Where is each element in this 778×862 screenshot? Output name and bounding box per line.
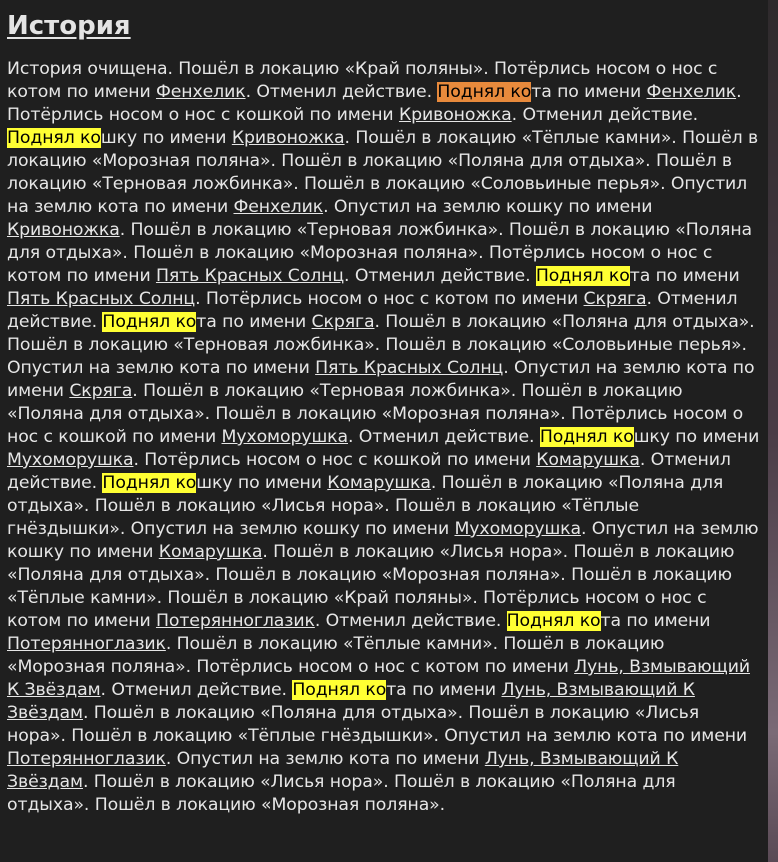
log-text: . Отменил действие. bbox=[314, 611, 507, 631]
background-edge bbox=[768, 0, 778, 862]
log-text: . Пошёл в локацию «Поляна для отдыха». Пошёл в локацию «Лисья нора». Пошёл в локацию «Тёплые гнёздышки». Опустил на землю кошку по имени bbox=[7, 473, 724, 539]
cat-name-link[interactable]: Лунь, Взмывающий К Звёздам bbox=[7, 657, 750, 700]
log-text: та по имени bbox=[629, 266, 740, 286]
log-text: шку по имени bbox=[100, 128, 232, 148]
cat-name-link[interactable]: Пять Красных Солнц bbox=[7, 289, 196, 309]
log-text: . Пошёл в локацию «Тёплые камни». Пошёл в локацию «Морозная поляна». Пошёл в локацию «Поляна для отдыха». Пошёл в локацию «Терновая ложбинка». Пошёл в локацию «Соловьиные перья». Опустил на землю кота по имени bbox=[7, 128, 759, 217]
log-text: . Пошёл в локацию «Терновая ложбинка». Пошёл в локацию «Поляна для отдыха». Пошёл в локацию «Морозная поляна». Потёрлись носом о нос с котом по имени bbox=[7, 220, 753, 286]
history-log bbox=[7, 58, 760, 817]
log-text: История очищена. Пошёл в локацию «Край поляны». Потёрлись носом о нос с котом по имени bbox=[7, 59, 718, 102]
log-text: . Пошёл в локацию «Тёплые камни». Пошёл в локацию «Морозная поляна». Потёрлись носом о нос с котом по имени bbox=[7, 634, 665, 677]
cat-name-link[interactable]: Пять Красных Солнц bbox=[155, 266, 345, 286]
log-text: . Потёрлись носом о нос с кошкой по имени bbox=[7, 82, 742, 125]
search-highlight: Поднял ко bbox=[539, 427, 634, 447]
cat-name-link[interactable]: Скряга bbox=[583, 289, 647, 309]
log-text: . Опустил на землю кота по имени bbox=[165, 749, 485, 769]
cat-name-link[interactable]: Фенхелик bbox=[646, 82, 737, 102]
cat-name-link[interactable]: Потерянноглазик bbox=[7, 749, 166, 769]
cat-name-link[interactable]: Пять Красных Солнц bbox=[315, 358, 504, 378]
log-text: . Отменил действие. bbox=[511, 105, 699, 125]
cat-name-link[interactable]: Фенхелик bbox=[233, 197, 324, 217]
cat-name-link[interactable]: Комарушка bbox=[158, 542, 263, 562]
log-text: . Пошёл в локацию «Лисья нора». Пошёл в локацию «Поляна для отдыха». Пошёл в локацию «Морозная поляна». bbox=[7, 772, 676, 815]
cat-name-link[interactable]: Потерянноглазик bbox=[7, 634, 166, 654]
search-highlight-current: Поднял ко bbox=[437, 82, 532, 102]
search-highlight: Поднял ко bbox=[535, 266, 630, 286]
cat-name-link[interactable]: Мухоморушка bbox=[221, 427, 348, 447]
search-highlight: Поднял ко bbox=[292, 680, 387, 700]
log-text: . Пошёл в локацию «Поляна для отдыха». Пошёл в локацию «Лисья нора». Пошёл в локацию «Тёплые гнёздышки». Опустил на землю кота по имени bbox=[7, 703, 748, 746]
cat-name-link[interactable]: Скряга bbox=[311, 312, 375, 332]
log-text: . Отменил действие. bbox=[7, 289, 738, 332]
cat-name-link[interactable]: Комарушка bbox=[327, 473, 431, 493]
log-text: . Опустил на землю кота по имени bbox=[7, 358, 755, 401]
search-highlight: Поднял ко bbox=[102, 312, 197, 332]
cat-name-link[interactable]: Мухоморушка bbox=[7, 450, 134, 470]
search-highlight: Поднял ко bbox=[506, 611, 601, 631]
cat-name-link[interactable]: Лунь, Взмывающий К Звёздам bbox=[7, 680, 695, 723]
log-text: . Пошёл в локацию «Поляна для отдыха». Пошёл в локацию «Терновая ложбинка». Пошёл в локацию «Соловьиные перья». Опустил на землю кота по имени bbox=[7, 312, 755, 378]
log-text: . Потёрлись носом о нос с котом по имени bbox=[195, 289, 584, 309]
log-text: та по имени bbox=[386, 680, 502, 700]
log-text: та по имени bbox=[196, 312, 312, 332]
cat-name-link[interactable]: Кривоножка bbox=[398, 105, 512, 125]
search-highlight: Поднял ко bbox=[7, 128, 101, 148]
cat-name-link[interactable]: Мухоморушка bbox=[454, 519, 581, 539]
log-text: . Отменил действие. bbox=[100, 680, 293, 700]
log-text: . Отменил действие. bbox=[348, 427, 540, 447]
log-text: . Пошёл в локацию «Терновая ложбинка». Пошёл в локацию «Поляна для отдыха». Пошёл в локацию «Морозная поляна». Потёрлись носом о нос с кошкой по имени bbox=[7, 381, 744, 447]
cat-name-link[interactable]: Кривоножка bbox=[231, 128, 345, 148]
log-text: . Отменил действие. bbox=[245, 82, 438, 102]
cat-name-link[interactable]: Лунь, Взмывающий К Звёздам bbox=[7, 749, 679, 792]
log-text: . Опустил на землю кошку по имени bbox=[7, 519, 759, 562]
cat-name-link[interactable]: Комарушка bbox=[536, 450, 640, 470]
log-text: . Пошёл в локацию «Лисья нора». Пошёл в локацию «Поляна для отдыха». Пошёл в локацию «Морозная поляна». Пошёл в локацию «Тёплые камни». Пошёл в локацию «Край поляны». Потёрлись носом о нос с котом по имени bbox=[7, 542, 735, 631]
history-title: История bbox=[7, 11, 131, 41]
cat-name-link[interactable]: Фенхелик bbox=[155, 82, 246, 102]
log-text: шку по имени bbox=[196, 473, 328, 493]
log-text: . Потёрлись носом о нос с кошкой по имени bbox=[133, 450, 537, 470]
log-text: та по имени bbox=[531, 82, 647, 102]
log-text: . Опустил на землю кошку по имени bbox=[323, 197, 653, 217]
search-highlight: Поднял ко bbox=[102, 473, 197, 493]
cat-name-link[interactable]: Скряга bbox=[69, 381, 133, 401]
log-text: та по имени bbox=[600, 611, 711, 631]
log-text: . Отменил действие. bbox=[7, 450, 731, 493]
cat-name-link[interactable]: Кривоножка bbox=[7, 220, 120, 240]
cat-name-link[interactable]: Потерянноглазик bbox=[155, 611, 315, 631]
log-text: шку по имени bbox=[633, 427, 760, 447]
log-text: . Отменил действие. bbox=[344, 266, 536, 286]
